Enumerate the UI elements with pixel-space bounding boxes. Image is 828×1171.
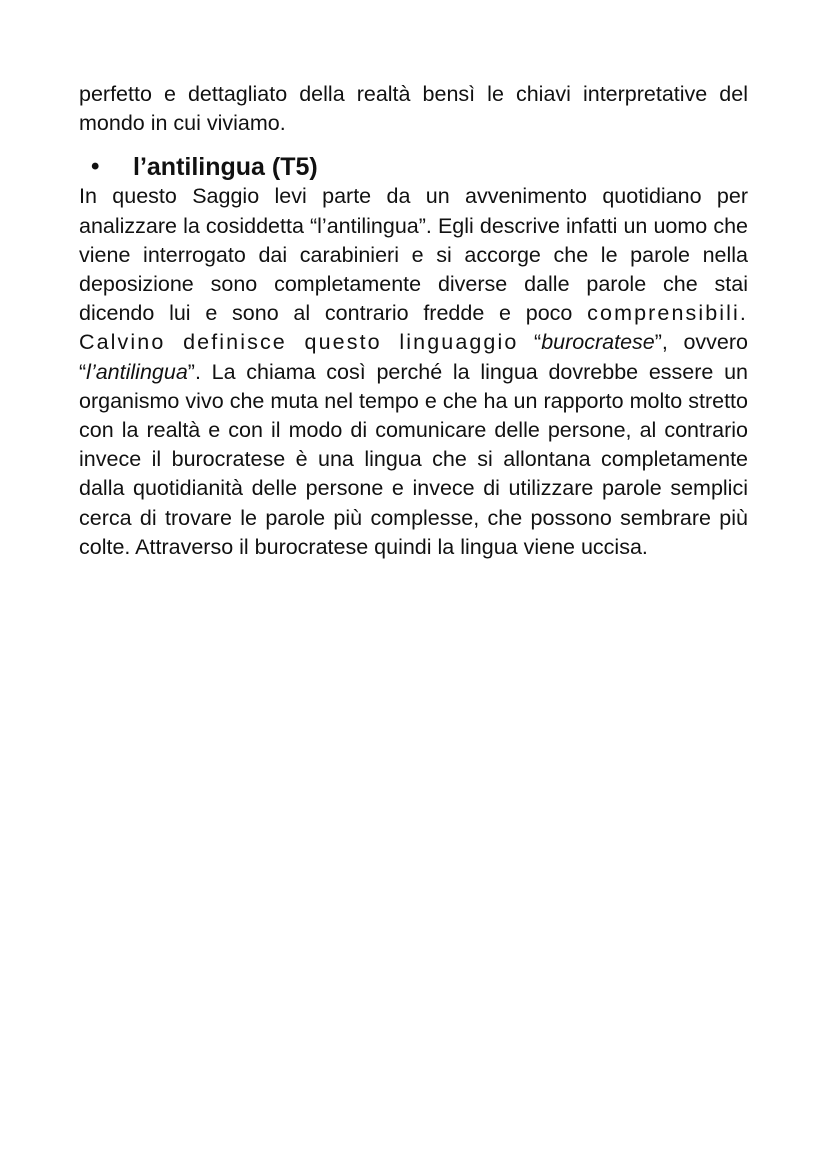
bullet-icon: • (91, 153, 100, 181)
body-text-3: “ (518, 330, 542, 355)
body-text-4: ”, ovvero “ (79, 330, 749, 384)
intro-paragraph: perfetto e dettagliato della realtà bensì le chiavi interpretative del mondo in cui viviamo. (79, 82, 748, 136)
body-text-1: In questo Saggio levi parte da un avvenimento quotidiano per analizzare la cosiddetta “l’antilingua”. Egli descrive infatti un uomo che viene interrogato dai carabinieri e si accorge che le parole nella deposizione sono completamente diverse dalle parole che stai dicendo lui e sono al contrario fredde e poco (79, 184, 748, 326)
section-heading (79, 152, 748, 182)
page-content (79, 80, 748, 562)
term-burocratese: burocratese (541, 330, 655, 355)
term-antilingua: l’antilingua (86, 359, 188, 384)
body-text-2: comprensibili. Calvino definisce questo linguaggio (79, 301, 748, 355)
body-text-5: ”. La chiama così perché la lingua dovrebbe essere un organismo vivo che muta nel tempo e che ha un rapporto molto stretto con la realtà e con il modo di comunicare delle persone, al contrario invece il burocratese è una lingua che si allontana completamente dalla quotidianità delle persone e invece di utilizzare parole semplici cerca di trovare le parole più complesse, che possono sembrare più colte. Attraverso il burocratese quindi la lingua viene uccisa. (79, 359, 748, 559)
section-title: l’antilingua (T5) (133, 153, 318, 182)
section-body-paragraph (79, 182, 748, 562)
